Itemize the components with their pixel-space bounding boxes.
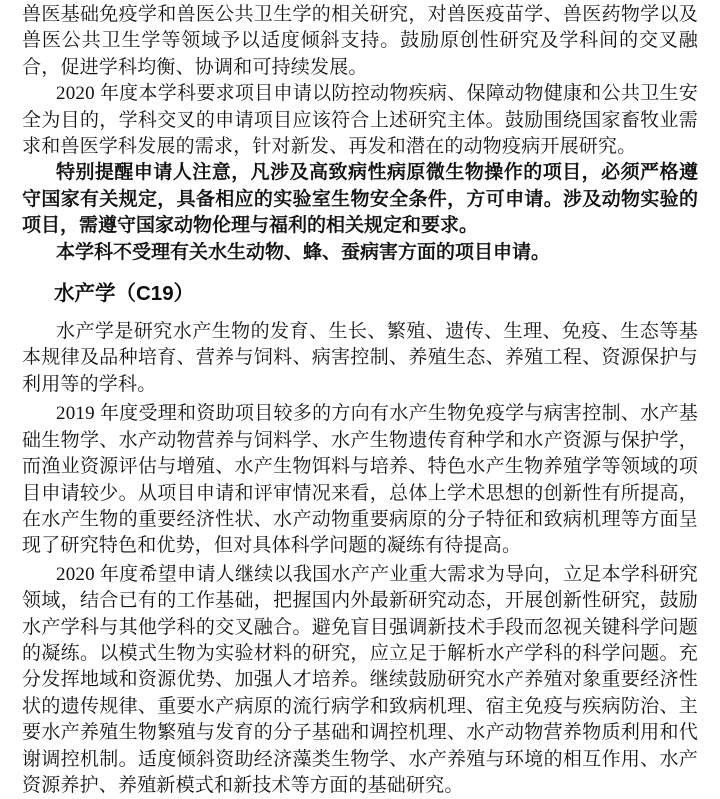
paragraph-biosafety-special-notice: 特别提醒申请人注意，凡涉及高致病性病原微生物操作的项目，必须严格遵守国家有关规定，具备相应的实验室生物安全条件，方可申请。涉及动物实验的项目，需遵守国家动物伦理与福利的相关规定和要求。	[22, 162, 698, 237]
paragraph-2019-funding-review: 2019 年度受理和资助项目较多的方向有水产生物免疫学与病害控制、水产基础生物学、水产动物营养与饲料学、水产生物遗传育种学和水产资源与保护学，而渔业资源评估与增殖、水产生物饵料与培养、特色水产生物养殖学等领域的项目申请较少。从项目申请和评审情况来看，总体上学术思想的创新性有所提高，在水产生物的重要经济性状、水产动物重要病原的分子特征和致病机理等方面呈现了研究特色和优势，但对具体科学问题的凝练有待提高。	[22, 403, 698, 557]
paragraph-veterinary-continuation: 兽医基础免疫学和兽医公共卫生学的相关研究，对兽医疫苗学、兽医药物学以及兽医公共卫生学等领域予以适度倾斜支持。鼓励原创性研究及学科间的交叉融合，促进学科均衡、协调和可持续发展。	[22, 4, 698, 78]
paragraph-2020-veterinary-requirements: 2020 年度本学科要求项目申请以防控动物疾病、保障动物健康和公共卫生安全为目的，学科交叉的申请项目应该符合上述研究主体。鼓励围绕国家畜牧业需求和兽医学科发展的需求，针对新发、再发和潜在的动物疫病开展研究。	[22, 83, 698, 158]
paragraph-2020-aquaculture-guidance: 2020 年度希望申请人继续以我国水产产业重大需求为导向，立足本学科研究领域，结合已有的工作基础，把握国内外最新研究动态，开展创新性研究，鼓励水产学科与其他学科的交叉融合。避免盲目强调新技术手段而忽视关键科学问题的凝练。以模式生物为实验材料的研究，应立足于解析水产学科的科学问题。充分发挥地域和资源优势、加强人才培养。继续鼓励研究水产养殖对象重要经济性状的遗传规律、重要水产病原的流行病学和致病机理、宿主免疫与疾病防治、主要水产养殖生物繁殖与发育的分子基础和调控机理、水产动物营养物质利用和代谢调控机制。适度倾斜资助经济藻类生物学、水产养殖与环境的相互作用、水产资源养护、养殖新模式和新技术等方面的基础研究。	[22, 563, 698, 796]
paragraph-exclusion-notice: 本学科不受理有关水生动物、蜂、蚕病害方面的项目申请。	[56, 241, 551, 263]
section-heading-aquaculture-c19: 水产学（C19）	[54, 282, 195, 306]
paragraph-aquaculture-definition: 水产学是研究水产生物的发育、生长、繁殖、遗传、生理、免疫、生态等基本规律及品种培育、营养与饲料、病害控制、养殖生态、养殖工程、资源保护与利用等的学科。	[22, 321, 698, 395]
